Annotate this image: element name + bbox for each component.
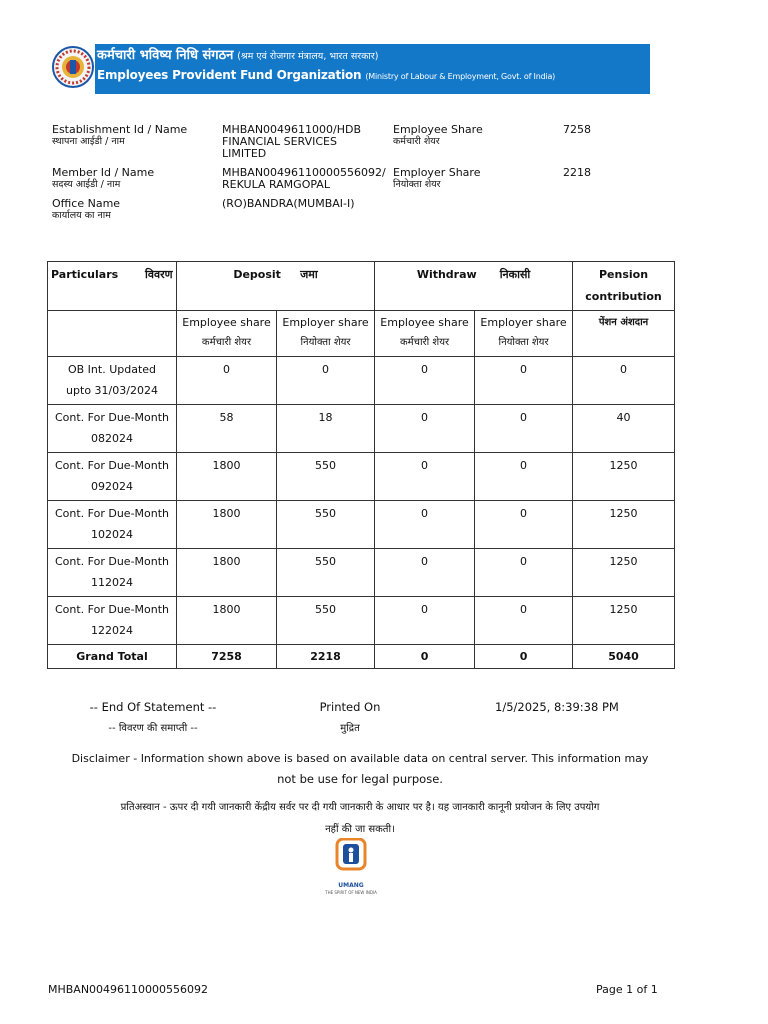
header-particulars: Particulars विवरण — [48, 262, 177, 311]
umang-logo: UMANG THE SPIRIT OF NEW INDIA — [318, 838, 384, 896]
row-withdraw-employer: 0 — [475, 501, 573, 549]
row-withdraw-employee: 0 — [375, 405, 475, 453]
row-pension: 1250 — [573, 453, 675, 501]
row-withdraw-employee: 0 — [375, 357, 475, 405]
row-pension: 40 — [573, 405, 675, 453]
row-withdraw-employee: 0 — [375, 597, 475, 645]
row-withdraw-employer: 0 — [475, 357, 573, 405]
statement-table — [47, 261, 675, 669]
header-withdraw-employee: Employee share कर्मचारी शेयर — [375, 311, 475, 357]
grand-total-label: Grand Total — [48, 645, 177, 669]
row-deposit-employee: 1800 — [177, 597, 277, 645]
establishment-label: Establishment Id / Name स्थापना आईडी / नाम — [52, 123, 188, 147]
table-row — [48, 549, 675, 597]
row-withdraw-employee: 0 — [375, 453, 475, 501]
table-row — [48, 357, 675, 405]
row-deposit-employer: 550 — [277, 549, 375, 597]
epfo-logo — [52, 44, 94, 90]
total-deposit-employer: 2218 — [277, 645, 375, 669]
row-withdraw-employer: 0 — [475, 405, 573, 453]
row-particulars: Cont. For Due-Month 082024 — [48, 405, 177, 453]
row-pension: 1250 — [573, 501, 675, 549]
table-row — [48, 453, 675, 501]
umang-icon — [334, 838, 368, 878]
printed-datetime: 1/5/2025, 8:39:38 PM — [495, 700, 619, 714]
end-of-statement: -- End Of Statement -- -- विवरण की समाप्ती -- — [89, 700, 217, 734]
row-deposit-employee: 1800 — [177, 549, 277, 597]
establishment-value: MHBAN0049611000/HDB FINANCIAL SERVICES LIMITED — [222, 123, 362, 160]
header-withdraw-employer: Employer share नियोक्ता शेयर — [475, 311, 573, 357]
employer-share-label: Employer Share नियोक्ता शेयर — [393, 166, 481, 190]
row-deposit-employee: 1800 — [177, 501, 277, 549]
office-value: (RO)BANDRA(MUMBAI-I) — [222, 197, 355, 210]
row-deposit-employer: 550 — [277, 453, 375, 501]
header-deposit-employee: Employee share कर्मचारी शेयर — [177, 311, 277, 357]
header-pension-hindi: पेंशन अंशदान — [573, 311, 675, 357]
row-withdraw-employer: 0 — [475, 597, 573, 645]
total-pension: 5040 — [573, 645, 675, 669]
header-deposit-employer: Employer share नियोक्ता शेयर — [277, 311, 375, 357]
row-pension: 0 — [573, 357, 675, 405]
header-banner — [95, 44, 650, 94]
grand-total-row — [48, 645, 675, 669]
total-withdraw-employee: 0 — [375, 645, 475, 669]
office-label: Office Name कार्यालय का नाम — [52, 197, 121, 221]
table-row — [48, 501, 675, 549]
row-pension: 1250 — [573, 549, 675, 597]
ministry-english: (Ministry of Labour & Employment, Govt. of India) — [365, 72, 556, 81]
org-name-english: Employees Provident Fund Organization — [97, 68, 362, 82]
row-withdraw-employer: 0 — [475, 549, 573, 597]
row-deposit-employee: 0 — [177, 357, 277, 405]
total-deposit-employee: 7258 — [177, 645, 277, 669]
row-deposit-employer: 18 — [277, 405, 375, 453]
footer-member-id: MHBAN00496110000556092 — [48, 983, 209, 996]
ministry-hindi: (श्रम एवं रोजगार मंत्रालय, भारत सरकार) — [237, 51, 379, 62]
disclaimer-hindi: प्रतिअस्वान - ऊपर दी गयी जानकारी केंद्रीय सर्वर पर दी गयी जानकारी के आधार पर है। यह जानकारी कानूनी प्रयोजन के लिए उपयोग नहीं की जा सकती। — [120, 802, 600, 835]
org-name-hindi: कर्मचारी भविष्य निधि संगठन — [97, 48, 234, 63]
row-pension: 1250 — [573, 597, 675, 645]
printed-on: Printed On मुद्रित — [319, 700, 381, 734]
table-row — [48, 405, 675, 453]
row-withdraw-employee: 0 — [375, 501, 475, 549]
total-withdraw-employer: 0 — [475, 645, 573, 669]
row-deposit-employee: 1800 — [177, 453, 277, 501]
member-label: Member Id / Name सदस्य आईडी / नाम — [52, 166, 155, 190]
header-pension: Pension contribution — [573, 262, 675, 311]
header-blank-cell — [48, 311, 177, 357]
row-particulars: OB Int. Updated upto 31/03/2024 — [48, 357, 177, 405]
row-particulars: Cont. For Due-Month 112024 — [48, 549, 177, 597]
disclaimer-english: Disclaimer - Information shown above is based on available data on central server. This information may not be use for legal purpose. — [71, 752, 649, 786]
page-number: Page 1 of 1 — [596, 983, 658, 996]
row-deposit-employer: 550 — [277, 597, 375, 645]
row-particulars: Cont. For Due-Month 092024 — [48, 453, 177, 501]
row-withdraw-employee: 0 — [375, 549, 475, 597]
row-deposit-employee: 58 — [177, 405, 277, 453]
row-particulars: Cont. For Due-Month 122024 — [48, 597, 177, 645]
employer-share-value: 2218 — [563, 166, 591, 179]
row-withdraw-employer: 0 — [475, 453, 573, 501]
employee-share-label: Employee Share कर्मचारी शेयर — [393, 123, 483, 147]
header-withdraw: Withdraw निकासी — [375, 262, 573, 311]
table-row — [48, 597, 675, 645]
member-value: MHBAN00496110000556092/ REKULA RAMGOPAL — [222, 166, 386, 191]
row-deposit-employer: 550 — [277, 501, 375, 549]
header-deposit: Deposit जमा — [177, 262, 375, 311]
row-deposit-employer: 0 — [277, 357, 375, 405]
row-particulars: Cont. For Due-Month 102024 — [48, 501, 177, 549]
employee-share-value: 7258 — [563, 123, 591, 136]
